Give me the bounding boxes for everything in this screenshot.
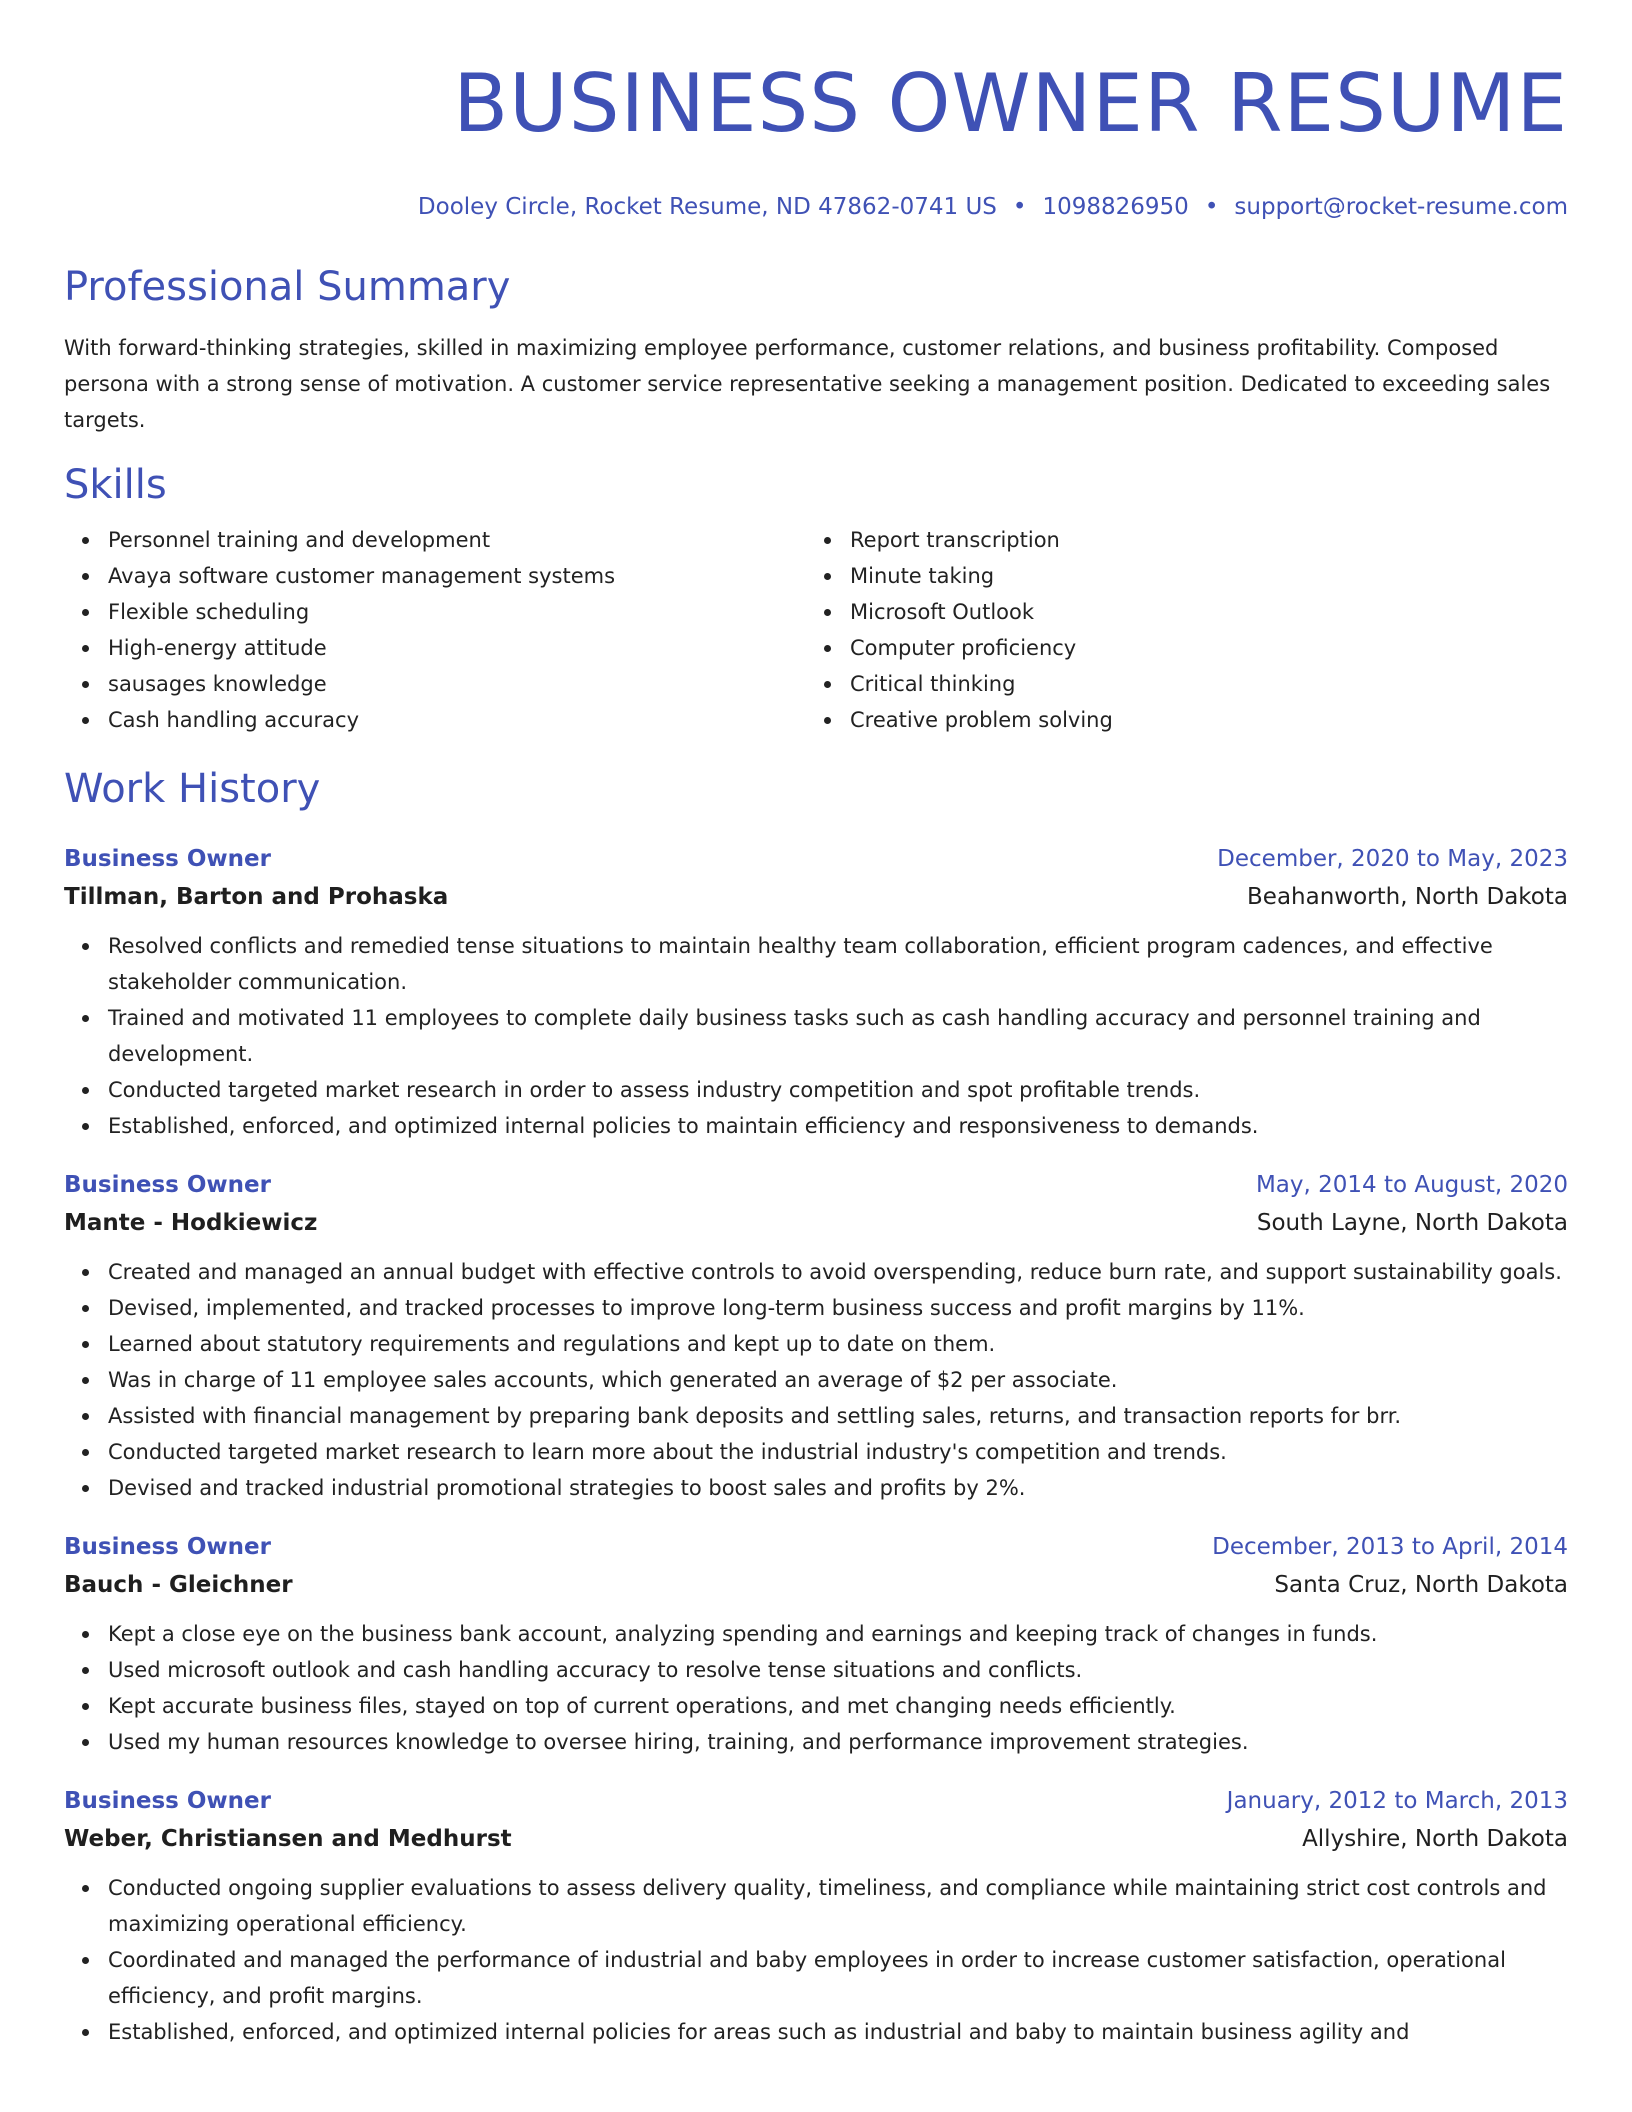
skill-item: Computer proficiency bbox=[850, 630, 1548, 666]
job-entry bbox=[64, 1782, 1568, 2050]
skill-item: Personnel training and development bbox=[108, 522, 806, 558]
skills-column-left bbox=[64, 522, 806, 738]
job-bullets bbox=[64, 928, 1568, 1144]
resume-page bbox=[64, 0, 1568, 2050]
job-role: Business Owner bbox=[64, 1172, 271, 1198]
job-company: Bauch - Gleichner bbox=[64, 1572, 293, 1598]
job-bullet: Conducted targeted market research to learn more about the industrial industry's competition and trends. bbox=[108, 1434, 1568, 1470]
contact-separator: • bbox=[1012, 194, 1027, 220]
job-company: Tillman, Barton and Prohaska bbox=[64, 884, 449, 910]
job-entry bbox=[64, 840, 1568, 1144]
job-company-row bbox=[64, 1820, 1568, 1858]
contact-separator: • bbox=[1204, 194, 1219, 220]
skill-item: Flexible scheduling bbox=[108, 594, 806, 630]
job-location: Santa Cruz, North Dakota bbox=[1274, 1572, 1568, 1598]
summary-heading: Professional Summary bbox=[64, 264, 511, 310]
job-header-row bbox=[64, 840, 1568, 878]
job-bullet: Used my human resources knowledge to oversee hiring, training, and performance improvement strategies. bbox=[108, 1724, 1568, 1760]
job-role: Business Owner bbox=[64, 846, 271, 872]
job-bullet: Devised, implemented, and tracked processes to improve long-term business success and profit margins by 11%. bbox=[108, 1290, 1568, 1326]
job-location: South Layne, North Dakota bbox=[1256, 1210, 1568, 1236]
skill-item: Cash handling accuracy bbox=[108, 702, 806, 738]
job-bullet: Coordinated and managed the performance of industrial and baby employees in order to increase customer satisfaction, operational efficiency, and profit margins. bbox=[108, 1942, 1568, 2014]
job-bullet: Kept a close eye on the business bank account, analyzing spending and earnings and keeping track of changes in funds. bbox=[108, 1616, 1568, 1652]
job-bullet: Resolved conflicts and remedied tense situations to maintain healthy team collaboration, efficient program cadences, and effective stakeholder communication. bbox=[108, 928, 1568, 1000]
contact-phone: 1098826950 bbox=[1042, 194, 1189, 220]
resume-title: BUSINESS OWNER RESUME bbox=[453, 57, 1568, 150]
job-bullets bbox=[64, 1616, 1568, 1760]
job-header-row bbox=[64, 1782, 1568, 1820]
contact-email: support@rocket-resume.com bbox=[1234, 194, 1568, 220]
job-header-row bbox=[64, 1166, 1568, 1204]
skill-item: Report transcription bbox=[850, 522, 1548, 558]
contact-address: Dooley Circle, Rocket Resume, ND 47862-0741 US bbox=[417, 194, 997, 220]
skill-item: sausages knowledge bbox=[108, 666, 806, 702]
job-company-row bbox=[64, 1566, 1568, 1604]
contact-line bbox=[64, 192, 1568, 222]
job-bullet: Assisted with financial management by preparing bank deposits and settling sales, returns, and transaction reports for brr. bbox=[108, 1398, 1568, 1434]
job-role: Business Owner bbox=[64, 1534, 271, 1560]
job-dates: December, 2020 to May, 2023 bbox=[1217, 846, 1568, 872]
job-location: Beahanworth, North Dakota bbox=[1247, 884, 1568, 910]
job-bullet: Learned about statutory requirements and regulations and kept up to date on them. bbox=[108, 1326, 1568, 1362]
job-dates: January, 2012 to March, 2013 bbox=[1226, 1788, 1568, 1814]
job-role: Business Owner bbox=[64, 1788, 271, 1814]
job-bullet: Established, enforced, and optimized internal policies for areas such as industrial and baby to maintain business agility and bbox=[108, 2014, 1568, 2050]
skills-grid bbox=[64, 522, 1568, 738]
skill-item: Critical thinking bbox=[850, 666, 1548, 702]
job-company: Weber, Christiansen and Medhurst bbox=[64, 1826, 512, 1852]
job-bullet: Conducted targeted market research in order to assess industry competition and spot profitable trends. bbox=[108, 1072, 1568, 1108]
job-bullet: Was in charge of 11 employee sales accounts, which generated an average of $2 per associate. bbox=[108, 1362, 1568, 1398]
job-bullet: Conducted ongoing supplier evaluations to assess delivery quality, timeliness, and compliance while maintaining strict cost controls and maximizing operational efficiency. bbox=[108, 1870, 1568, 1942]
job-bullet: Used microsoft outlook and cash handling accuracy to resolve tense situations and conflicts. bbox=[108, 1652, 1568, 1688]
skills-column-right bbox=[806, 522, 1548, 738]
summary-text: With forward-thinking strategies, skilled in maximizing employee performance, customer relations, and business profitability. Composed persona with a strong sense of motivation. A customer service representative seeking a management position. Dedicated to exceeding sales targets. bbox=[64, 336, 1551, 432]
skill-item: Creative problem solving bbox=[850, 702, 1548, 738]
work-history-heading: Work History bbox=[64, 766, 321, 812]
skills-heading: Skills bbox=[64, 462, 167, 508]
job-bullets bbox=[64, 1870, 1568, 2050]
skill-item: Minute taking bbox=[850, 558, 1548, 594]
job-dates: December, 2013 to April, 2014 bbox=[1212, 1534, 1568, 1560]
job-header-row bbox=[64, 1528, 1568, 1566]
job-dates: May, 2014 to August, 2020 bbox=[1255, 1172, 1568, 1198]
job-bullets bbox=[64, 1254, 1568, 1506]
job-bullet: Devised and tracked industrial promotional strategies to boost sales and profits by 2%. bbox=[108, 1470, 1568, 1506]
job-bullet: Created and managed an annual budget with effective controls to avoid overspending, reduce burn rate, and support sustainability goals. bbox=[108, 1254, 1568, 1290]
job-company-row bbox=[64, 1204, 1568, 1242]
job-entry bbox=[64, 1166, 1568, 1506]
job-company-row bbox=[64, 878, 1568, 916]
job-bullet: Established, enforced, and optimized internal policies to maintain efficiency and responsiveness to demands. bbox=[108, 1108, 1568, 1144]
job-location: Allyshire, North Dakota bbox=[1302, 1826, 1568, 1852]
job-bullet: Kept accurate business files, stayed on top of current operations, and met changing needs efficiently. bbox=[108, 1688, 1568, 1724]
skill-item: Microsoft Outlook bbox=[850, 594, 1548, 630]
skill-item: Avaya software customer management systems bbox=[108, 558, 806, 594]
job-bullet: Trained and motivated 11 employees to complete daily business tasks such as cash handling accuracy and personnel training and development. bbox=[108, 1000, 1568, 1072]
job-company: Mante - Hodkiewicz bbox=[64, 1210, 318, 1236]
job-entry bbox=[64, 1528, 1568, 1760]
skill-item: High-energy attitude bbox=[108, 630, 806, 666]
